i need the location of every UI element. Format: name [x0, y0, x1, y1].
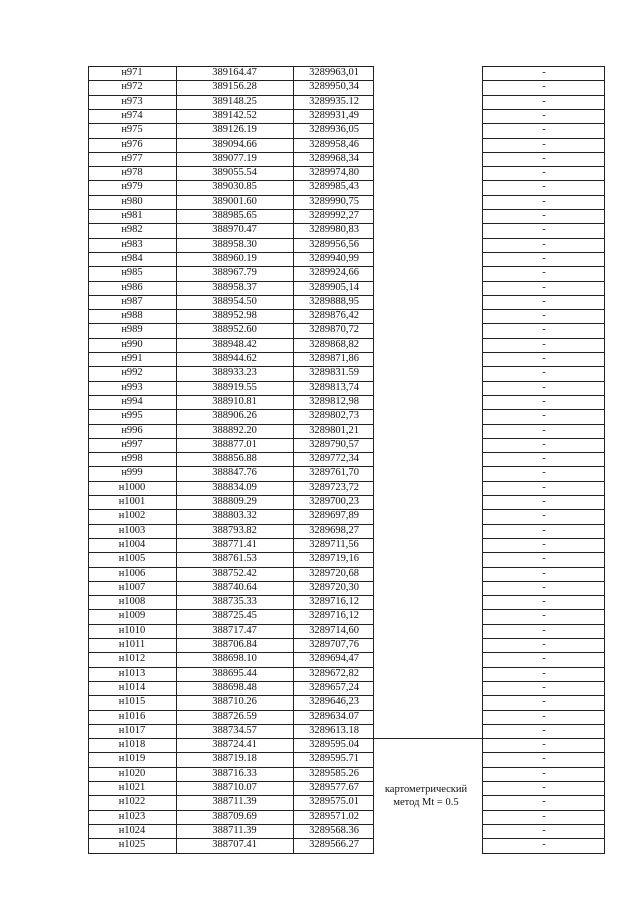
error-cell: -	[542, 767, 546, 779]
y-coordinate-cell: 3289711,56	[309, 538, 359, 550]
table-row	[83, 567, 605, 581]
table-row	[83, 152, 605, 166]
table-row	[83, 524, 605, 538]
point-id-cell: н999	[121, 467, 143, 479]
point-id-cell: н974	[121, 109, 143, 121]
point-id-cell: н971	[121, 67, 143, 78]
point-id-cell: н990	[121, 338, 143, 350]
table-row	[83, 66, 605, 80]
error-cell: -	[542, 724, 546, 736]
error-cell: -	[542, 324, 546, 336]
error-cell: -	[542, 152, 546, 164]
table-row	[83, 538, 605, 552]
point-id-cell: н1024	[118, 824, 146, 836]
point-id-cell: н1020	[118, 767, 146, 779]
point-id-cell: н1022	[118, 796, 146, 808]
x-coordinate-cell: 388952.60	[212, 324, 257, 336]
error-cell: -	[542, 739, 546, 751]
y-coordinate-cell: 3289761,70	[309, 467, 359, 479]
error-cell: -	[542, 81, 546, 93]
error-cell: -	[542, 496, 546, 507]
table-row	[83, 338, 605, 352]
y-coordinate-cell: 3289716,12	[309, 596, 359, 608]
y-coordinate-cell: 3289812,98	[309, 395, 359, 407]
error-cell: -	[542, 581, 546, 593]
table-row	[83, 123, 605, 137]
point-id-cell: н982	[121, 224, 143, 236]
table-row	[83, 667, 605, 681]
point-id-cell: н983	[121, 238, 143, 250]
error-cell: -	[542, 438, 546, 450]
error-cell: -	[542, 252, 546, 264]
y-coordinate-cell: 3289568.36	[309, 824, 359, 836]
table-row	[83, 624, 605, 638]
table-row	[83, 710, 605, 724]
table-row	[83, 466, 605, 480]
table-row	[83, 581, 605, 595]
table-row	[83, 752, 605, 766]
y-coordinate-cell: 3289924,66	[309, 267, 359, 279]
error-cell: -	[542, 67, 546, 78]
table-row	[83, 195, 605, 209]
x-coordinate-cell: 388740.64	[212, 581, 257, 593]
y-coordinate-cell: 3289956,56	[309, 238, 359, 250]
x-coordinate-cell: 388933.23	[212, 367, 257, 379]
point-id-cell: н1014	[118, 681, 146, 693]
table-row	[83, 266, 605, 280]
x-coordinate-cell: 388710.26	[212, 696, 257, 708]
point-id-cell: н1007	[118, 581, 146, 593]
error-cell: -	[542, 596, 546, 608]
y-coordinate-cell: 3289980,83	[309, 224, 359, 236]
point-id-cell: н1015	[118, 696, 146, 708]
table-row	[83, 481, 605, 495]
table-row	[83, 552, 605, 566]
error-cell: -	[542, 281, 546, 293]
table-row	[83, 409, 605, 423]
x-coordinate-cell: 388709.69	[212, 810, 257, 822]
x-coordinate-cell: 389030.85	[212, 181, 257, 193]
table-row	[83, 252, 605, 266]
error-cell: -	[542, 524, 546, 536]
error-cell: -	[542, 195, 546, 207]
point-id-cell: н1023	[118, 810, 146, 822]
y-coordinate-cell: 3289672,82	[309, 667, 359, 679]
y-coordinate-cell: 3289646,23	[309, 696, 359, 708]
point-id-cell: н997	[121, 438, 143, 450]
y-coordinate-cell: 3289870,72	[309, 324, 359, 336]
point-id-cell: н1017	[118, 724, 146, 736]
y-coordinate-cell: 3289595.04	[309, 739, 359, 751]
y-coordinate-cell: 3289990,75	[309, 195, 359, 207]
y-coordinate-cell: 3289801,21	[309, 424, 359, 436]
y-coordinate-cell: 3289698,27	[309, 524, 359, 536]
y-coordinate-cell: 3289868,82	[309, 338, 359, 350]
y-coordinate-cell: 3289634.07	[309, 710, 359, 722]
error-cell: -	[542, 210, 546, 221]
y-coordinate-cell: 3289566.27	[309, 839, 359, 851]
error-cell: -	[542, 138, 546, 150]
x-coordinate-cell: 388958.37	[212, 281, 257, 293]
error-cell: -	[542, 410, 546, 422]
point-id-cell: н977	[121, 152, 143, 164]
method-line-2: метод Mt = 0.5	[393, 797, 459, 808]
x-coordinate-cell: 388803.32	[212, 510, 257, 522]
table-row	[83, 109, 605, 123]
table-row	[83, 352, 605, 366]
point-id-cell: н979	[121, 181, 143, 193]
table-row	[83, 824, 605, 838]
table-row	[83, 424, 605, 438]
point-id-cell: н992	[121, 367, 143, 379]
x-coordinate-cell: 388698.48	[212, 681, 257, 693]
error-cell: -	[542, 538, 546, 550]
point-id-cell: н988	[121, 310, 143, 322]
table-row	[83, 595, 605, 609]
error-cell: -	[542, 167, 546, 179]
table-row	[83, 138, 605, 152]
point-id-cell: н986	[121, 281, 143, 293]
error-cell: -	[542, 782, 546, 793]
x-coordinate-cell: 388948.42	[212, 338, 257, 350]
error-cell: -	[542, 824, 546, 836]
error-cell: -	[542, 624, 546, 636]
y-coordinate-cell: 3289719,16	[309, 553, 359, 565]
y-coordinate-cell: 3289940,99	[309, 252, 359, 264]
table-row	[83, 810, 605, 824]
x-coordinate-cell: 389148.25	[212, 95, 257, 107]
error-cell: -	[542, 839, 546, 851]
x-coordinate-cell: 389077.19	[212, 152, 257, 164]
table-row	[83, 295, 605, 309]
table-row	[83, 395, 605, 409]
x-coordinate-cell: 388954.50	[212, 295, 257, 307]
y-coordinate-cell: 3289585.26	[309, 767, 359, 779]
point-id-cell: н995	[121, 410, 143, 422]
table-row	[83, 238, 605, 252]
point-id-cell: н987	[121, 295, 143, 307]
point-id-cell: н975	[121, 124, 143, 136]
y-coordinate-cell: 3289720,30	[309, 581, 359, 593]
y-coordinate-cell: 3289802,73	[309, 410, 359, 422]
error-cell: -	[542, 395, 546, 407]
x-coordinate-cell: 388717.47	[212, 624, 257, 636]
x-coordinate-cell: 388967.79	[212, 267, 257, 279]
error-cell: -	[542, 753, 546, 765]
table-row	[83, 366, 605, 380]
y-coordinate-cell: 3289985,43	[309, 181, 359, 193]
y-coordinate-cell: 3289720,68	[309, 567, 359, 579]
y-coordinate-cell: 3289613.18	[309, 724, 359, 736]
point-id-cell: н1013	[118, 667, 146, 679]
x-coordinate-cell: 389094.66	[212, 138, 257, 150]
x-coordinate-cell: 388847.76	[212, 467, 257, 479]
point-id-cell: н1011	[118, 639, 146, 650]
x-coordinate-cell: 389055.54	[212, 167, 257, 179]
method-note	[370, 783, 482, 809]
point-id-cell: н985	[121, 267, 143, 279]
x-coordinate-cell: 388985.65	[212, 210, 257, 221]
x-coordinate-cell: 388809.29	[212, 496, 257, 507]
y-coordinate-cell: 3289571.02	[309, 810, 359, 822]
error-cell: -	[542, 639, 546, 650]
x-coordinate-cell: 388735.33	[212, 596, 257, 608]
table-row	[83, 652, 605, 666]
table-row	[83, 724, 605, 738]
y-coordinate-cell: 3289714,60	[309, 624, 359, 636]
y-coordinate-cell: 3289905,14	[309, 281, 359, 293]
x-coordinate-cell: 388906.26	[212, 410, 257, 422]
y-coordinate-cell: 3289694,47	[309, 653, 359, 665]
point-id-cell: н1002	[118, 510, 146, 522]
error-cell: -	[542, 710, 546, 722]
x-coordinate-cell: 388726.59	[212, 710, 257, 722]
x-coordinate-cell: 388910.81	[212, 395, 257, 407]
error-cell: -	[542, 467, 546, 479]
y-coordinate-cell: 3289876,42	[309, 310, 359, 322]
point-id-cell: н1008	[118, 596, 146, 608]
error-cell: -	[542, 338, 546, 350]
y-coordinate-cell: 3289790,57	[309, 438, 359, 450]
point-id-cell: н978	[121, 167, 143, 179]
error-cell: -	[542, 267, 546, 279]
point-id-cell: н1025	[118, 839, 146, 851]
x-coordinate-cell: 388707.41	[212, 839, 257, 851]
error-cell: -	[542, 810, 546, 822]
y-coordinate-cell: 3289697,89	[309, 510, 359, 522]
y-coordinate-cell: 3289707,76	[309, 639, 359, 650]
y-coordinate-cell: 3289772,34	[309, 453, 359, 465]
x-coordinate-cell: 388919.55	[212, 381, 257, 393]
y-coordinate-cell: 3289968,34	[309, 152, 359, 164]
x-coordinate-cell: 388706.84	[212, 639, 257, 650]
point-id-cell: н991	[121, 353, 143, 364]
point-id-cell: н1019	[118, 753, 146, 765]
point-id-cell: н1009	[118, 610, 146, 622]
y-coordinate-cell: 3289716,12	[309, 610, 359, 622]
table-row	[83, 166, 605, 180]
table-row	[83, 281, 605, 295]
table-row	[83, 738, 605, 752]
error-cell: -	[542, 124, 546, 136]
point-id-cell: н1004	[118, 538, 146, 550]
point-id-cell: н1010	[118, 624, 146, 636]
y-coordinate-cell: 3289958,46	[309, 138, 359, 150]
row-border	[88, 853, 374, 854]
y-coordinate-cell: 3289974,80	[309, 167, 359, 179]
table-row	[83, 695, 605, 709]
table-row	[83, 452, 605, 466]
error-cell: -	[542, 381, 546, 393]
x-coordinate-cell: 388724.41	[212, 739, 257, 751]
x-coordinate-cell: 388944.62	[212, 353, 257, 364]
table-row	[83, 323, 605, 337]
x-coordinate-cell: 389164.47	[212, 67, 257, 78]
point-id-cell: н1000	[118, 481, 146, 493]
table-row	[83, 223, 605, 237]
point-id-cell: н976	[121, 138, 143, 150]
error-cell: -	[542, 567, 546, 579]
x-coordinate-cell: 388960.19	[212, 252, 257, 264]
table-row	[83, 509, 605, 523]
point-id-cell: н993	[121, 381, 143, 393]
x-coordinate-cell: 388856.88	[212, 453, 257, 465]
y-coordinate-cell: 3289935.12	[309, 95, 359, 107]
y-coordinate-cell: 3289992,27	[309, 210, 359, 221]
error-cell: -	[542, 353, 546, 364]
error-cell: -	[542, 510, 546, 522]
row-border	[482, 853, 605, 854]
point-id-cell: н1018	[118, 739, 146, 751]
point-id-cell: н973	[121, 95, 143, 107]
point-id-cell: н994	[121, 395, 143, 407]
point-id-cell: н1005	[118, 553, 146, 565]
x-coordinate-cell: 389001.60	[212, 195, 257, 207]
x-coordinate-cell: 388793.82	[212, 524, 257, 536]
error-cell: -	[542, 181, 546, 193]
error-cell: -	[542, 610, 546, 622]
method-line-1: картометрический	[384, 784, 468, 795]
y-coordinate-cell: 3289888,95	[309, 295, 359, 307]
x-coordinate-cell: 388834.09	[212, 481, 257, 493]
table-row	[83, 309, 605, 323]
error-cell: -	[542, 453, 546, 465]
x-coordinate-cell: 389126.19	[212, 124, 257, 136]
x-coordinate-cell: 388958.30	[212, 238, 257, 250]
error-cell: -	[542, 696, 546, 708]
table-row	[83, 795, 605, 809]
table-row	[83, 767, 605, 781]
error-cell: -	[542, 681, 546, 693]
y-coordinate-cell: 3289936,05	[309, 124, 359, 136]
error-cell: -	[542, 95, 546, 107]
point-id-cell: н984	[121, 252, 143, 264]
point-id-cell: н996	[121, 424, 143, 436]
x-coordinate-cell: 388771.41	[212, 538, 257, 550]
error-cell: -	[542, 553, 546, 565]
y-coordinate-cell: 3289657,24	[309, 681, 359, 693]
x-coordinate-cell: 388892.20	[212, 424, 257, 436]
error-cell: -	[542, 109, 546, 121]
table-row	[83, 381, 605, 395]
error-cell: -	[542, 367, 546, 379]
y-coordinate-cell: 3289700,23	[309, 496, 359, 507]
x-coordinate-cell: 388716.33	[212, 767, 257, 779]
table-row	[83, 781, 605, 795]
table-row	[83, 95, 605, 109]
point-id-cell: н980	[121, 195, 143, 207]
table-row	[83, 80, 605, 94]
y-coordinate-cell: 3289831.59	[309, 367, 359, 379]
table-row	[83, 638, 605, 652]
point-id-cell: н1006	[118, 567, 146, 579]
error-cell: -	[542, 481, 546, 493]
point-id-cell: н989	[121, 324, 143, 336]
x-coordinate-cell: 388719.18	[212, 753, 257, 765]
table-row	[83, 209, 605, 223]
x-coordinate-cell: 388752.42	[212, 567, 257, 579]
error-cell: -	[542, 310, 546, 322]
x-coordinate-cell: 388711.39	[212, 824, 257, 836]
point-id-cell: н1016	[118, 710, 146, 722]
y-coordinate-cell: 3289595.71	[309, 753, 359, 765]
point-id-cell: н1003	[118, 524, 146, 536]
x-coordinate-cell: 388710.07	[212, 782, 257, 793]
point-id-cell: н1021	[118, 782, 146, 793]
error-cell: -	[542, 238, 546, 250]
point-id-cell: н1001	[118, 496, 146, 507]
table-row	[83, 438, 605, 452]
y-coordinate-cell: 3289871,86	[309, 353, 359, 364]
x-coordinate-cell: 388734.57	[212, 724, 257, 736]
x-coordinate-cell: 388970.47	[212, 224, 257, 236]
x-coordinate-cell: 388877.01	[212, 438, 257, 450]
table-row	[83, 495, 605, 509]
x-coordinate-cell: 388698.10	[212, 653, 257, 665]
point-id-cell: н981	[121, 210, 143, 221]
x-coordinate-cell: 388761.53	[212, 553, 257, 565]
error-cell: -	[542, 295, 546, 307]
x-coordinate-cell: 388952.98	[212, 310, 257, 322]
y-coordinate-cell: 3289963,01	[309, 67, 359, 78]
x-coordinate-cell: 389156.28	[212, 81, 257, 93]
point-id-cell: н1012	[118, 653, 146, 665]
table-row	[83, 609, 605, 623]
y-coordinate-cell: 3289575.01	[309, 796, 359, 808]
error-cell: -	[542, 424, 546, 436]
error-cell: -	[542, 667, 546, 679]
table-row	[83, 681, 605, 695]
table-row	[83, 838, 605, 852]
x-coordinate-cell: 389142.52	[212, 109, 257, 121]
error-cell: -	[542, 224, 546, 236]
error-cell: -	[542, 796, 546, 808]
table-row	[83, 180, 605, 194]
y-coordinate-cell: 3289723,72	[309, 481, 359, 493]
error-cell: -	[542, 653, 546, 665]
y-coordinate-cell: 3289931,49	[309, 109, 359, 121]
point-id-cell: н972	[121, 81, 143, 93]
x-coordinate-cell: 388695.44	[212, 667, 257, 679]
x-coordinate-cell: 388711.39	[212, 796, 257, 808]
y-coordinate-cell: 3289950,34	[309, 81, 359, 93]
x-coordinate-cell: 388725.45	[212, 610, 257, 622]
y-coordinate-cell: 3289813,74	[309, 381, 359, 393]
point-id-cell: н998	[121, 453, 143, 465]
y-coordinate-cell: 3289577.67	[309, 782, 359, 793]
